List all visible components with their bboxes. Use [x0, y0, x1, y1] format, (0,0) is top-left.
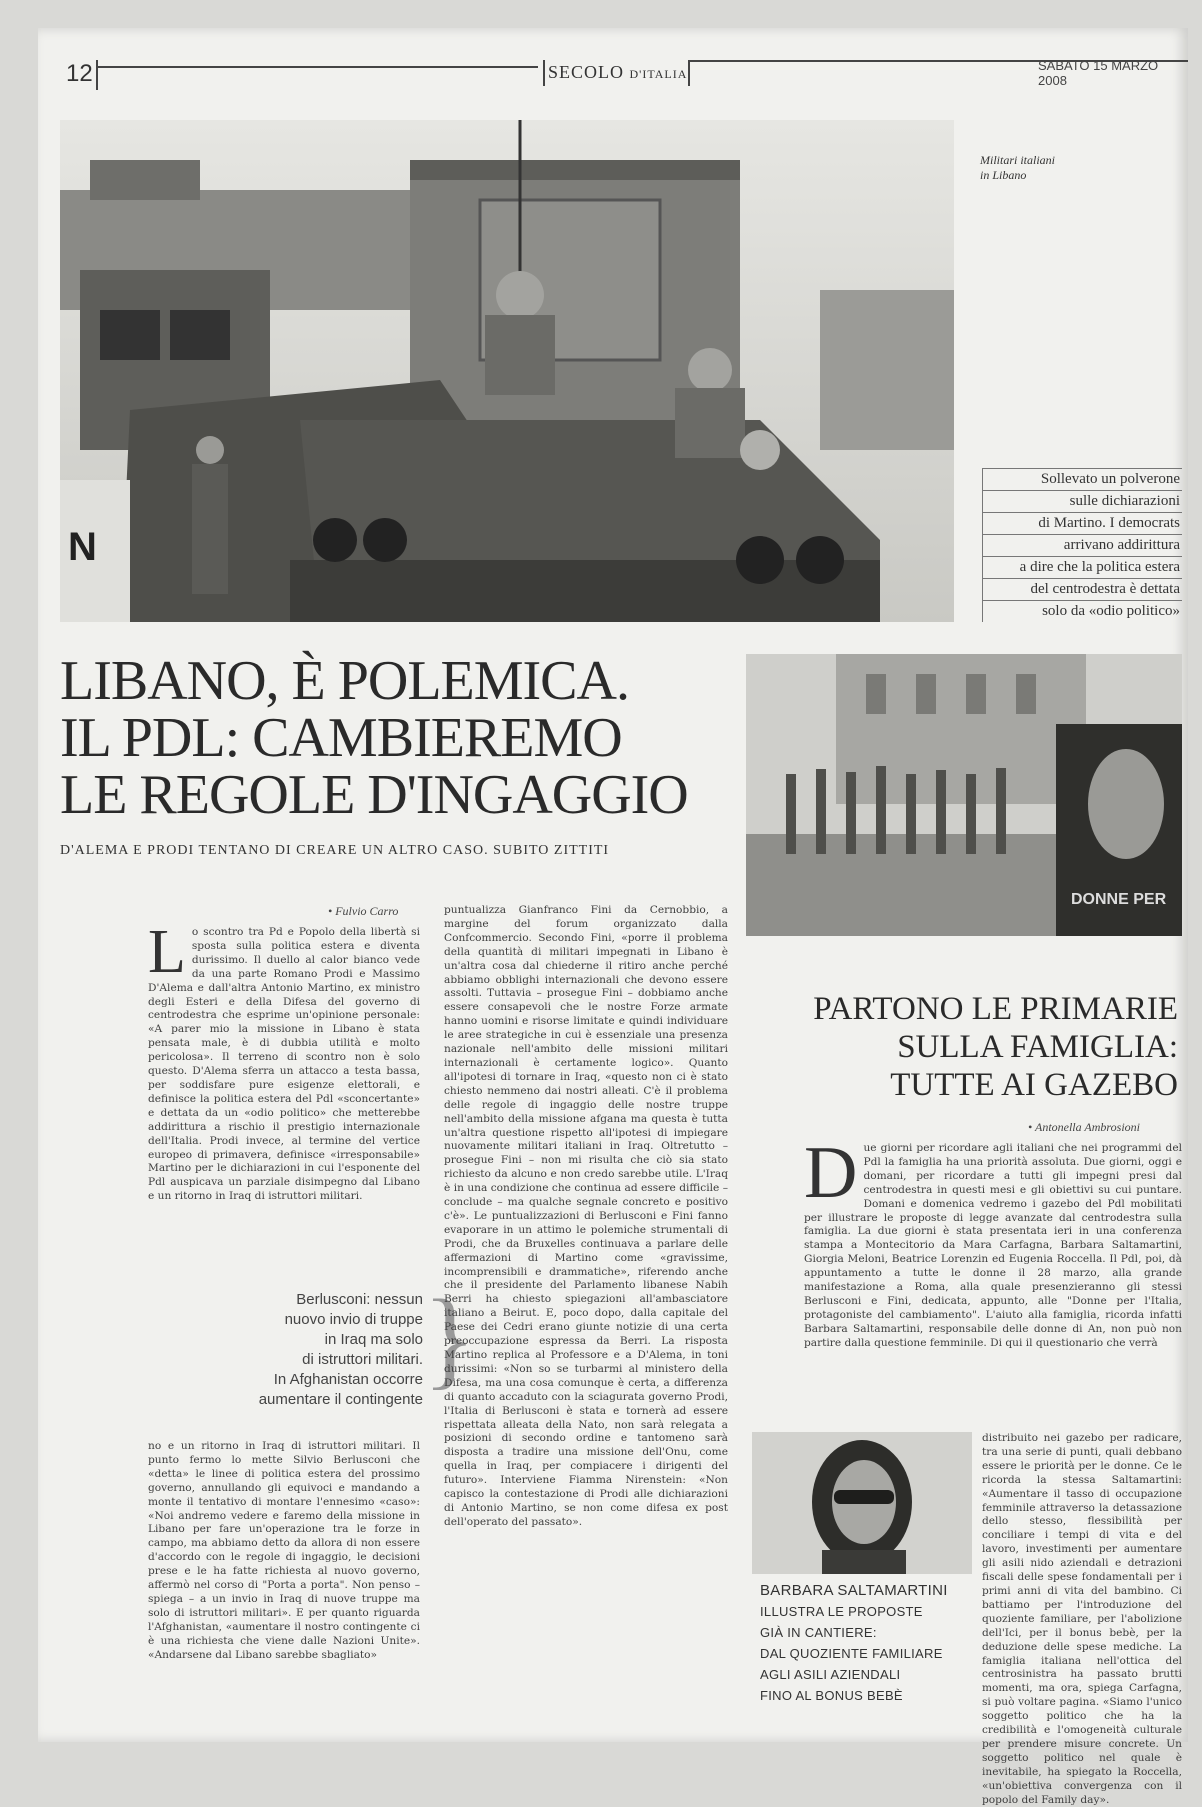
pull-quote-line: solo da «odio politico» — [982, 600, 1182, 622]
header-divider — [688, 60, 690, 86]
vehicle-marking: N — [68, 525, 97, 569]
pull-quote-box — [982, 468, 1182, 622]
main-subheadline: D'ALEMA E PRODI TENTANO DI CREARE UN ALTRO CASO. SUBITO ZITTITI — [60, 843, 610, 858]
main-article-col2: puntualizza Gianfranco Fini da Cernobbio, a margine del forum organizzato dalla Confcommercio. Secondo Fini, «porre il problema della quantità di militari impegnati in Libano è un'altra cosa dal chiederne il ritiro anche perché abbiamo obblighi internazionali che devono essere assolti. Tuttavia – prosegue Fini – dobbiamo anche essere consapevoli che le nostre Forze armate hanno uomini e risorse limitate e quindi individuare le aree strategiche in cui è essenziale una presenza nazionale nell'ambito delle missioni militari internazionali è certamente logico». Quanto all'ipotesi di tornare in Iraq, «questo non ci è stato chiesto nemmeno dai nostri alleati. C'è il problema delle regole di ingaggio delle nostre truppe nell'ambito della missione afgana ma questa è tutta un'altra questione rispetto all'ipotesi di impiegare nuovamente militari italiani in Iraq. Oltretutto – prosegue Fini – non mi risulta che ciò sia stato richiesto da alcuno e non credo sarebbe utile. L'Iraq è in una condizione che continua ad essere difficile – conclude – ma qualche segnale concreto e positivo c'è». Le puntualizzazioni di Berlusconi e Fini fanno evaporare in un attimo le polemiche strumentali di Prodi, che da Bruxelles continuava a parlare delle affermazioni di Martino come «gravissime, incomprensibili e drammatiche», riferendo anche che il presidente del Parlamento libanese Nabih Berri ha chiesto spiegazioni all'ambasciatore italiano a Beirut. E, poco dopo, dalla capitale del Paese dei Cedri erano giunte notizie di una certa preoccupazione espressa da Berri. La risposta Martino replica al Professore e a D'Alema, in toni durissimi: «Non so se turbarmi al ministero della Difesa, ma una cosa comunque è certa, a differenza di quanto accaduto con la sciagurata governo Prodi, l'Italia di Berlusconi è stata e tornerà ad essere rispettata alleata della Nato, non sarà relegata a posizioni di secondo ordine e tantomeno sarà disposta a tradire una missione dell'Onu, come quella in Iraq, per compiacere i dirigenti del futuro». Interviene Fiamma Nirenstein: «Non capisco la contestazione di Prodi alle dichiarazioni di Antonio Martino, se non come difesa ex post dell'operato del passato». — [444, 904, 728, 1528]
photo1-caption: Militari italiani in Libano — [980, 153, 1056, 182]
main-article-col1-top: Lo scontro tra Pd e Popolo della libertà si sposta sulla politica estera e diventa durissimo. Il duello al calor bianco vede da una parte Romano Prodi e Massimo D'Alema e dall'altra Antonio Martino, ex ministro degli Esteri e della Difesa del governo di centrodestra che esprime un'opinione personale: «A parer mio la missione in Libano è stata pensata male, è di dubbia utilità e molto pericolosa». Il terreno di scontro non è solo questo. D'Alema sferra un attacco a testa bassa, per soddisfare pure esigenze elettorali, e definisce la politica estera del Pdl «sconcertante» e dettata da un «odio politico» che metterebbe addirittura a rischio il prestigio internazionale dell'Italia. Prodi invece, al termine del vertice europeo di primavera, definisce «irresponsabile» Martino per le dichiarazioni in cui l'esponente del Pdl auspicava un parziale disimpegno dal Libano e un ritorno in Iraq di istruttori militari. — [148, 918, 420, 1203]
photo-military-vehicles — [60, 120, 954, 622]
header-rule-left — [98, 66, 538, 68]
pull-quote: Berlusconi: nessun nuovo invio di truppe in Iraq ma solo di istruttori militari. In Afghanistan occorre aumentare il contingente — [258, 1291, 423, 1408]
masthead: SECOLO D'ITALIA — [548, 62, 688, 82]
side-article-body-bottom: distribuito nei gazebo per radicare, tra una serie di punti, quali debbano essere le priorità per le donne. Ce le ricorda la stessa Saltamartini: «Aumentare il tasso di occupazione femminile attraverso la detassazione dello stesso, flessibilità per conciliare i tempi di vita e del lavoro, investimenti per aumentare gli asili nido aziendali e detrazioni fiscali delle spese fondamentali per i primi anni di vita del bambino. Ci battiamo per l'introduzione del quoziente familiare, per l'abolizione dell'Ici, per il bonus bebè, per la deduzione delle spese mediche. La famiglia italiana nell'ottica del centrosinistra ha passato brutti momenti, ma ora, spiega Carfagna, si può voltare pagina. «Siamo l'unico soggetto politico che ha la credibilità e l'omogeneità culturale per prendere misure concrete. Un soggetto politico nel quale è inevitabile, ha spiegato la Roccella, «un'obiettiva convergenza con il popolo del Family day». — [982, 1432, 1182, 1806]
pull-quote-line: del centrodestra è dettata — [982, 578, 1182, 600]
pull-quote-line: a dire che la politica estera — [982, 556, 1182, 578]
main-headline: LIBANO, È POLEMICA. IL PDL: CAMBIEREMO LE REGOLE D'INGAGGIO — [60, 650, 688, 826]
portrait-caption: BARBARA SALTAMARTINI ILLUSTRA LE PROPOSTE GIÀ IN CANTIERE: DAL QUOZIENTE FAMILIARE AGLI ASILI AZIENDALI FINO AL BONUS BEBÈ — [760, 1582, 948, 1703]
main-article-col1-bottom: no e un ritorno in Iraq di istruttori militari. Il punto fermo lo mette Silvio Berlusconi che «detta» le linee di politica estera del prossimo governo, annullando gli equivoci e mandando a monte il tentativo di montare l'ennesimo «caso»: «Noi andremo vedere e faremo della missione in Libano per fare un'operazione tra le forze in campo, ma abbiamo detto da allora di non essere d'accordo con le regole di ingaggio, le decisioni prese e le ha fatte richiesta al nuovo governo, affermò nel corso di "Porta a porta". Non penso – spiega – a un invio in Iraq di nuove truppe ma solo di istruttori militari». E per quanto riguarda l'Afghanistan, «aumentare il nostro contingente ci è una richiesta che viene dalle Nazioni Unite». «Andarsene dal Libano sarebbe sbagliato» — [148, 1440, 420, 1661]
header-date: SABATO 15 MARZO 2008 — [1038, 58, 1159, 88]
pull-quote-line: arrivano addirittura — [982, 534, 1182, 556]
photo-portrait — [752, 1432, 972, 1574]
page-number: 12 — [66, 60, 93, 87]
pull-quote-line: di Martino. I democrats — [982, 512, 1182, 534]
side-article-body-top: Due giorni per ricordare agli italiani che nei programmi del Pdl la famiglia ha una priorità assoluta. Due giorni, oggi e domani, per ricordare a tutti gli impegni presi dal centrodestra in questi mesi e gli obiettivi su cui puntare. Domani e domenica vedremo i gazebo del Pdl mobilitati per illustrare le proposte di legge avanzate dal centrodestra sulla famiglia. La due giorni è stata presentata ieri in una conferenza stampa a Montecitorio da Mara Carfagna, Barbara Saltamartini, Giorgia Meloni, Beatrice Lorenzin ed Eugenia Roccella. Il Pdl, poi, dà appuntamento a tutte le donne il 28 marzo, alla grande manifestazione a Roma, alla quale presenzieranno gli stessi Berlusconi e Fini, dedicata, appunto, alle "Donne per l'Italia, protagoniste del cambiamento". L'aiuto alla famiglia, ricorda infatti Barbara Saltamartini, responsabile delle donne di An, non può non partire dalla questione femminile. Di qui il questionario che verrà — [804, 1132, 1182, 1349]
side-byline: • Antonella Ambrosioni — [1028, 1120, 1140, 1134]
brace-ornament: } — [423, 1277, 476, 1399]
main-byline: • Fulvio Carro — [328, 904, 399, 918]
header-divider — [543, 60, 545, 86]
dropcap: L — [148, 918, 186, 986]
header-divider — [96, 60, 98, 90]
newspaper-page — [38, 28, 1188, 1806]
banner-text: DONNE PER — [1071, 891, 1167, 908]
photo-demonstration — [746, 654, 1182, 936]
dropcap: D — [804, 1132, 858, 1214]
pull-quote-line: sulle dichiarazioni — [982, 490, 1182, 512]
pull-quote-line: Sollevato un polverone — [982, 468, 1182, 490]
side-headline: PARTONO LE PRIMARIE SULLA FAMIGLIA: TUTTE AI GAZEBO — [813, 991, 1178, 1103]
